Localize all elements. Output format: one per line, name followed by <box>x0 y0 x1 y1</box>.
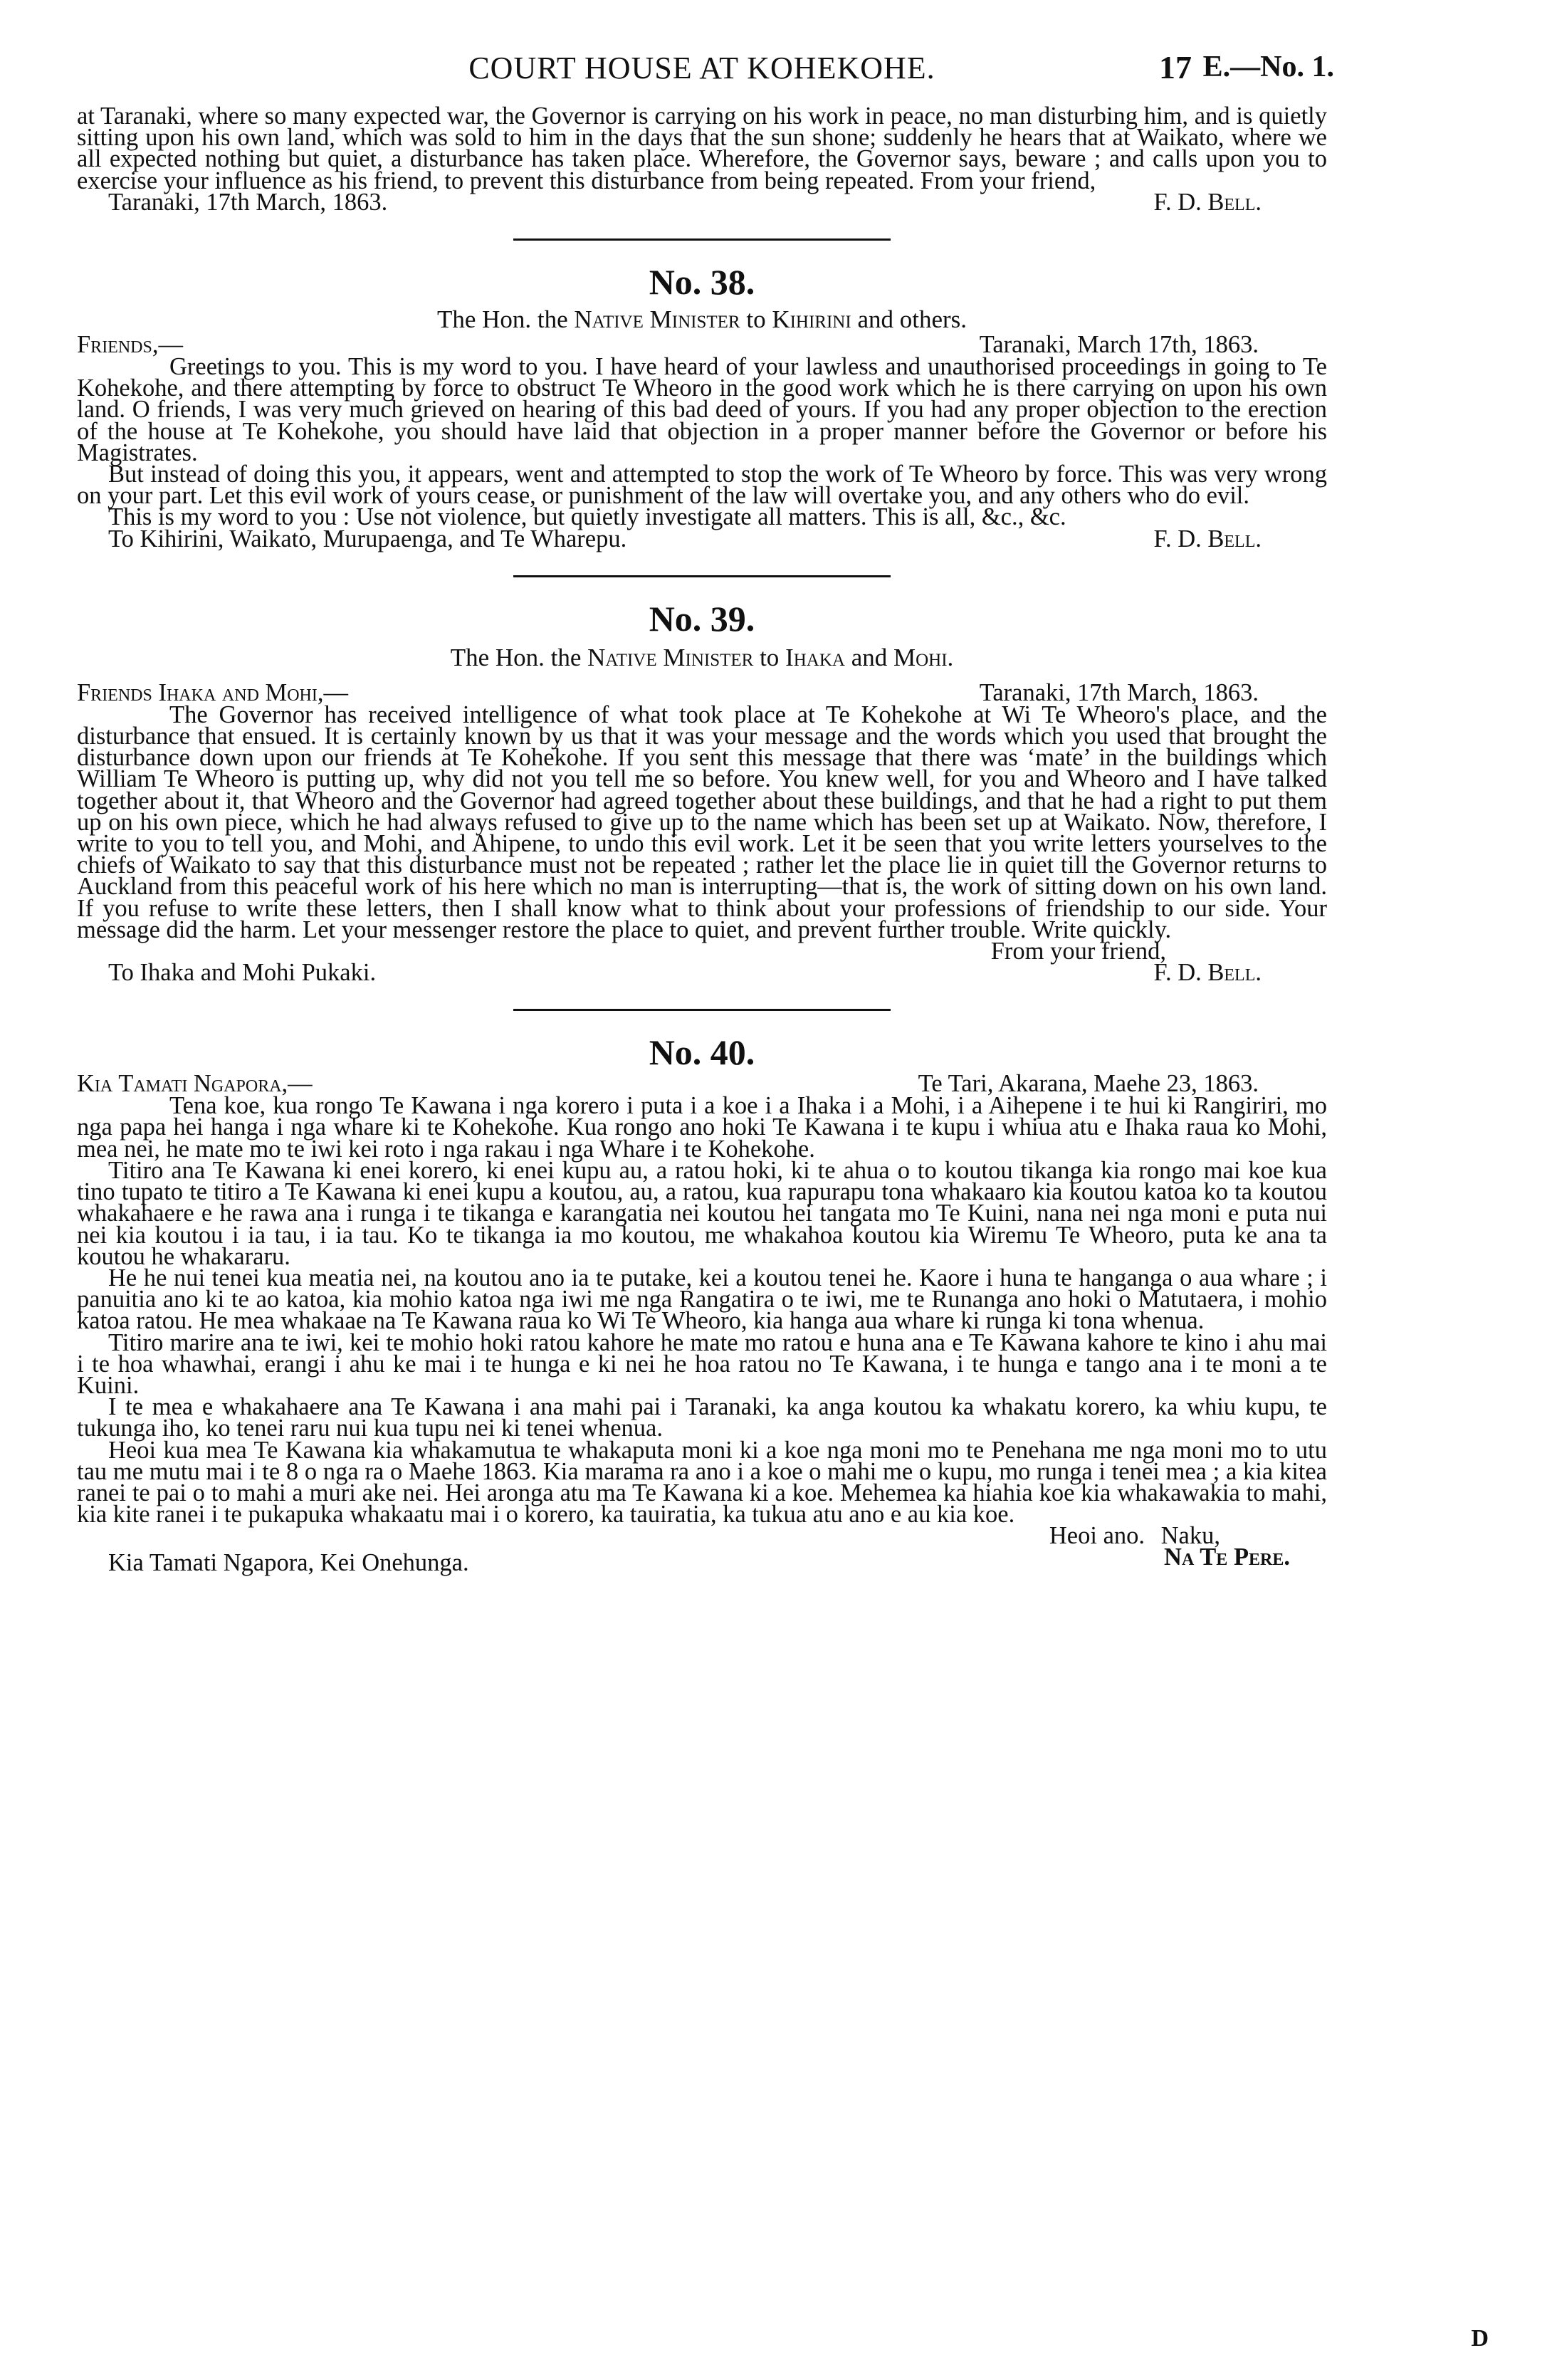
letter-no-40 <box>77 1032 1327 1577</box>
page-header <box>77 43 1334 100</box>
salutation: Friends,— <box>77 331 183 359</box>
letter-paragraph: I te mea e whakahaere ana Te Kawana i ana mahi pai i Taranaki, ka anga koutou ka whakatu korero, ka whiu kupu, te tukunga iho, ko tenei raru nui kua tupu nei ki tenei whenua. <box>77 1393 1327 1442</box>
caption-prefix: The Hon. the <box>436 305 568 334</box>
page-title: COURT HOUSE AT KOHEKOHE. <box>468 51 935 85</box>
caption-and: and <box>851 643 888 671</box>
letter-paragraph: Titiro marire ana te iwi, kei te mohio hoki ratou kahore he mate mo ratou e huna ana e Te Kawana kahore te kino i ahu mai i te hoa whawhai, erangi i ahu ke mai i te hunga e ki nei he hoa ratou no Te Kawana, i te hunga e tango ana i te moni a te Kuini. <box>77 1328 1327 1399</box>
caption-name: Kihirini <box>772 305 851 334</box>
signoff-row <box>77 1543 1327 1577</box>
signature-mark: D <box>1471 2325 1489 2352</box>
intro-signoff-row <box>77 188 1327 216</box>
letter-number: No. 39. <box>649 598 755 639</box>
addressee: Kia Tamati Ngapora, Kei Onehunga. <box>108 1549 469 1577</box>
salutation: Kia Tamati Ngapora,— <box>77 1070 313 1098</box>
closing: From your friend, <box>990 938 1166 965</box>
letter-number: No. 38. <box>649 262 755 303</box>
letter-caption <box>77 306 1327 333</box>
caption-prefix: The Hon. the <box>450 643 582 671</box>
letter-paragraph: Tena koe, kua rongo Te Kawana i nga korero i puta i a koe i a Ihaka i a Mohi, i a Aihepene i te hui ki Rangiriri, mo nga papa hei hanga i nga whare ki te Kohekohe. Kua rongo ano hoki Te Kawana i te kupu i whiua atu e Ihaka raua ko Mohi, mea nei, he mate mo te iwi kei roto i nga rakau i nga Whare i te Kohekohe. <box>77 1092 1327 1163</box>
letter-paragraph: This is my word to you : Use not violence, but quietly investigate all matters. This is all, &c., &c. <box>108 503 1066 531</box>
closing-row <box>77 1522 1327 1550</box>
closing-left: Heoi ano. <box>1049 1522 1145 1550</box>
caption-mid: to <box>760 643 780 671</box>
letter-no-38 <box>77 262 1327 550</box>
intro-section <box>77 103 1327 216</box>
letter-no-39 <box>77 598 1327 987</box>
document-reference: E.—No. 1. <box>1202 51 1334 83</box>
caption-mid: to <box>746 305 766 334</box>
letter-number: No. 40. <box>649 1032 755 1073</box>
signoff-row <box>77 525 1327 552</box>
page <box>77 43 1334 1577</box>
dateline: Taranaki, March 17th, 1863. <box>979 331 1259 359</box>
letter-paragraph: The Governor has received intelligence of what took place at Te Kohekohe at Wi Te Wheoro's place, and the disturbance that ensued. It is certainly known by us that it was your message and the words which you used that brought the disturbance down upon our friends at Te Kohekohe. If you sent this message that there was ‘mate’ in the buildings which William Te Wheoro is putting up, why did not you tell me so before. You knew well, for you and Wheoro and I have talked together about it, that Wheoro and the Governor had agreed together about these buildings, and that he had a right to put them up on his own piece, which he had always refused to give up to the name which has been set up at Waikato. Now, therefore, I write to you to tell you, and Mohi, and Ahipene, to undo this evil work. Let it be seen that you write letters yourselves to the chiefs of Waikato to say that this disturbance must not be repeated ; rather let the place lie in quiet till the Governor returns to Auckland from this peaceful work of his here which no man is interrupting—that is, the work of sitting down on his own land. If you refuse to write these letters, then I shall know what to think about your professions of friendship to our side. Your message did the harm. Let your messenger restore the place to quiet, and prevent further trouble. Write quickly. <box>77 701 1327 943</box>
section-divider <box>513 238 891 241</box>
intro-paragraph: at Taranaki, where so many expected war, the Governor is carrying on his work in peace, no man disturbing him, and is quietly sitting upon his own land, which was sold to him in the days that the sun shone; suddenly he hears that at Waikato, where we all expected nothing but quiet, a disturbance has taken place. Wherefore, the Governor says, beware ; and calls upon you to exercise your influence as his friend, to prevent this disturbance from being repeated. From your friend, <box>77 103 1327 194</box>
dateline: Taranaki, 17th March, 1863. <box>979 678 1259 706</box>
addressee: To Ihaka and Mohi Pukaki. <box>108 959 377 987</box>
signature: F. D. Bell. <box>1153 959 1262 987</box>
signature: Na Te Pere. <box>1164 1543 1290 1571</box>
dateline: Te Tari, Akarana, Maehe 23, 1863. <box>918 1070 1259 1098</box>
letter-paragraph: Titiro ana Te Kawana ki enei korero, ki enei kupu au, a ratou hoki, ki te ahua o to koutou tikanga kia rongo mai koe kua tino tupato te titiro a Te Kawana ki enei kupu a koutou, au, a ratou, kua rapurapu tona whakaaro kia koutou katoa ko ta koutou whakahaere e he rawa ana i runga i te tikanga e karangatia nei koutou hei tangata mo Te Kuini, nana nei nga moni e puta nui nei kia koutou i ia tau, i ia tau. Ko te tikanga ia mo koutou, me whakahoa koutou kia Wiremu Te Wheoro, puta ke ana ta koutou he whakararu. <box>77 1156 1327 1270</box>
letter-paragraph: But instead of doing this you, it appears, went and attempted to stop the work of Te Wheoro by force. This was very wrong on your part. Let this evil work of yours cease, or punishment of the law will overtake you, and any others who do evil. <box>77 461 1327 510</box>
caption-office: Native Minister <box>574 305 740 334</box>
signoff-row <box>77 959 1327 987</box>
addressee: To Kihirini, Waikato, Murupaenga, and Te Wharepu. <box>108 525 627 552</box>
section-divider <box>513 575 891 577</box>
letter-caption <box>77 644 1327 671</box>
section-divider <box>513 1009 891 1011</box>
caption-suffix: and others. <box>857 305 967 334</box>
caption-name: Mohi. <box>893 643 954 671</box>
page-number: 17 <box>1159 49 1192 85</box>
closing-right: Naku, <box>1160 1522 1220 1550</box>
salutation: Friends Ihaka and Mohi,— <box>77 678 349 706</box>
signature: F. D. Bell. <box>1153 525 1262 552</box>
caption-office: Native Minister <box>587 643 754 671</box>
letter-paragraph: Greetings to you. This is my word to you. I have heard of your lawless and unauthorised proceedings in going to Te Kohekohe, and there attempting by force to obstruct Te Wheoro in the good work which he is there carrying on upon his own land. O friends, I was very much grieved on hearing of this bad deed of yours. If you had any proper objection to the erection of the house at Te Kohekohe, you should have laid that objection in a proper manner before the Governor or before his Magistrates. <box>77 353 1327 466</box>
intro-place-date: Taranaki, 17th March, 1863. <box>108 188 388 216</box>
letter-paragraph: He he nui tenei kua meatia nei, na koutou ano ia te putake, kei a koutou tenei he. Kaore i huna te hanganga o aua whare ; i panuitia ano ki te ao katoa, kia mohio katoa nga iwi me nga Rangatira o te iwi, me te Runanga ano hoki o Matutaera, i mohio katoa ratou. He mea whakaae na Te Kawana raua ko Wi Te Wheoro, kia hanga aua whare ki runga ki tona whenua. <box>77 1264 1327 1335</box>
caption-name: Ihaka <box>785 643 845 671</box>
letter-paragraph: Heoi kua mea Te Kawana kia whakamutua te whakaputa moni ki a koe nga moni mo te Penehana me nga moni mo to utu tau me mutu mai i te 8 o nga ra o Maehe 1863. Kia marama ra ano i a koe o mahi me o kupu, mo runga i tenei mea ; a kia kitea ranei te pai o to mahi a muri ake nei. Hei aronga atu ma Te Kawana ki a koe. Mehemea ka hiahia koe kia whakawakia to mahi, kia kite ranei i te pukapuka whakaatu mai i o korero, ka tauiratia, ka tukua atu ano e au kia koe. <box>77 1436 1327 1529</box>
intro-signature: F. D. Bell. <box>1153 188 1262 216</box>
